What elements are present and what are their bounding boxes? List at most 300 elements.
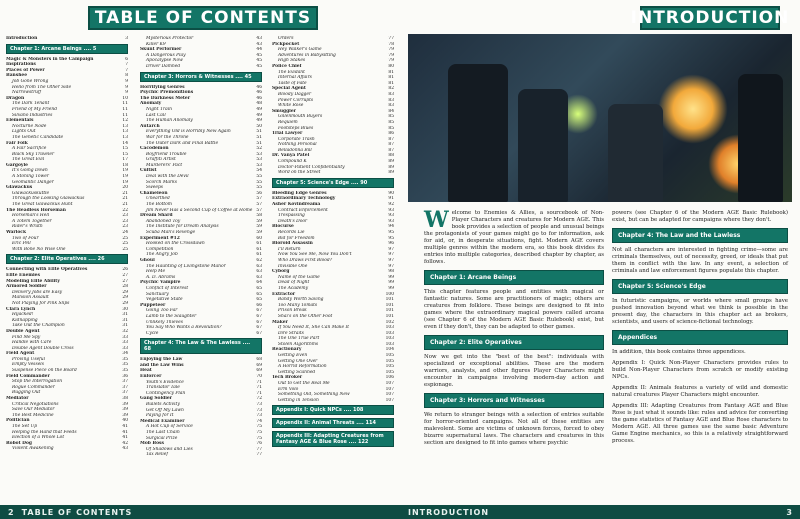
toc-entry-page: 87	[388, 147, 394, 153]
toc-entry-page: 11	[122, 112, 128, 118]
toc-entry-page: 103	[385, 341, 394, 347]
toc-entry-title: Politician	[6, 418, 30, 424]
toc-entry-page: 74	[256, 418, 262, 424]
toc-entry-title: Doctor-Patient Confidentiality	[278, 164, 345, 170]
toc-entry-title: Job Gone Wrong	[12, 78, 49, 84]
toc-entry-title: Tax Relief	[146, 452, 169, 458]
chapter-3-text: We return to stranger beings with a selection of entries suitable for horror-oriented campaigns. Not all of these entities are malevolent. Some are victims of unknown forces, forced to obey bizarre supernatural laws. The characters and creatures in this section are designed to fit into games where psychic	[424, 412, 604, 446]
toc-entry-title: White Rose	[278, 103, 304, 109]
toc-entry-page: 19	[122, 174, 128, 180]
toc-entry-page: 23	[122, 213, 128, 219]
toc-entry-title: A. D. Abrams	[146, 274, 176, 280]
toc-entry-page: 93	[388, 213, 394, 219]
toc-entry-title: Through the Looking Glawackus	[12, 196, 85, 202]
toc-entry-title: Adventures in Babysitting	[278, 52, 336, 58]
toc-entry-page: 37	[122, 384, 128, 390]
toc-entry-page: 60	[256, 235, 262, 241]
toc-entry-title: Conflict of Interest	[146, 285, 189, 291]
toc-entry-title: Hijacked!	[12, 312, 34, 318]
toc-entry-title: Anomaly	[140, 101, 162, 107]
toc-entry-page: 97	[388, 263, 394, 269]
toc-entry-title: Mob Boss	[140, 441, 164, 447]
toc-entry-page: 101	[385, 297, 394, 303]
toc-entry-title: Lights Out	[12, 129, 36, 135]
toc-entry-page: 75	[256, 424, 262, 430]
toc-entry-page: 56	[256, 190, 262, 196]
toc-entry-title: Power Corrupts	[278, 97, 314, 103]
toc-entry-title: Competition	[146, 246, 174, 252]
toc-entry-page: 99	[388, 285, 394, 291]
toc-entry-title: Taste of Fate	[278, 80, 307, 86]
toc-entry-page: 45	[256, 52, 262, 58]
toc-entry-page: 63	[256, 263, 262, 269]
toc-entry-title: Word on the Street	[278, 170, 321, 176]
toc-entry-page: 30	[122, 306, 128, 312]
toc-entry-title: Fair Folk	[6, 140, 28, 146]
left-footer	[0, 505, 400, 519]
toc-entry-page: 25	[122, 246, 128, 252]
toc-entry-title: Gillenmouth Buyers	[278, 114, 323, 120]
cover-illustration	[408, 34, 792, 202]
toc-entry-page: 17	[122, 157, 128, 163]
toc-entry-page: 64	[256, 280, 262, 286]
toc-entry	[140, 452, 262, 458]
toc-entry-page: 85	[388, 125, 394, 131]
toc-entry-page: 39	[122, 407, 128, 413]
toc-entry-page: 57	[256, 196, 262, 202]
toc-entry-page: 46	[256, 95, 262, 101]
toc-entry-title: Sweeps	[146, 185, 164, 191]
toc-entry-title: Tech Broker	[272, 375, 303, 381]
toc-entry-page: 55	[256, 174, 262, 180]
toc-entry-page: 79	[388, 47, 394, 53]
toc-entry-title: Deal with the Devil	[146, 174, 189, 180]
toc-entry-page: 51	[256, 129, 262, 135]
toc-entry-page: 25	[122, 241, 128, 247]
toc-entry-page: 21	[122, 202, 128, 208]
toc-entry-page: 33	[122, 340, 128, 346]
toc-entry-title: Experiment #12	[140, 235, 180, 241]
toc-entry-page: 80	[388, 63, 394, 69]
toc-entry-page: 100	[385, 291, 394, 297]
toc-entry-title: A Fair Sacrifice	[12, 146, 47, 152]
toc-entry-title: Compound K	[278, 159, 307, 165]
toc-entry-page: 99	[388, 274, 394, 280]
toc-entry-title: Clara Lynch	[6, 306, 36, 312]
toc-entry-title: Cacodemon	[140, 146, 169, 152]
toc-entry-page: 26	[122, 267, 128, 273]
toc-entry-title: A Horrid Reformation	[278, 364, 327, 370]
toc-entry-title: Elementals	[6, 118, 34, 124]
toc-entry-title: Psychic Premonitions	[140, 90, 194, 96]
toc-chapter-heading: Appendix II: Animal Threats .... 114	[272, 418, 394, 428]
chapter-4-text: Not all characters are interested in fighting crime—some are criminals themselves, out of necessity, greed, or ideals that put them in conflict with the law. In any event, a selection of criminals and law enforcement figures populate this chapter.	[612, 247, 788, 274]
toc-entry-title: Double Agent Double Cross	[12, 345, 74, 351]
toc-entry-title: The Set Up	[12, 424, 38, 429]
toc-entry-page: 95	[388, 235, 394, 241]
toc-entry-page: 37	[122, 379, 128, 385]
toc-entry-title: The Evidant	[278, 69, 305, 75]
toc-entry-page: 83	[388, 103, 394, 109]
right-page-number: 3	[786, 507, 792, 517]
toc-entry-title: Proving Useful	[12, 356, 46, 362]
toc-entry-page: 3	[125, 36, 128, 41]
toc-entry-page: 15	[122, 151, 128, 157]
toc-entry-page: 94	[388, 224, 394, 230]
toc-entry-title: Magic & Monsters in the Campaign	[6, 56, 94, 62]
toc-entry-page: 21	[122, 190, 128, 196]
toc-chapter-heading: Chapter 4: The Law & The Lawless .... 68	[140, 338, 262, 354]
toc-entry-title: Bleeding Edge Genres	[272, 190, 327, 196]
toc-entry-page: 89	[388, 164, 394, 170]
toc-entry-page: 45	[256, 58, 262, 64]
toc-entry-page: 78	[388, 41, 394, 47]
toc-entry-title: Take Out the Champion	[12, 323, 65, 329]
toc-entry-page: 52	[256, 146, 262, 152]
toc-entry-title: The Haunting of Livingstone Manor	[146, 263, 226, 269]
toc-entry-title: Mediator	[6, 396, 29, 402]
intro-paragraph: elcome to Enemies & Allies, a sourcebook of Non-Player Characters and creatures for Modern AGE. This book provides a selection of people and unusual beings the protagonists of your games might go to for information, ask for aid, or, in desperate situations, fight. Modern AGE covers multiple genres within the modern era, so this book divides its entries into multiple categories, described chapter by chapter, as follows.	[424, 210, 604, 265]
toc-entry-title: The Bottom	[146, 202, 172, 208]
toc-entry-page: 73	[256, 413, 262, 419]
toc-entry-page: 41	[122, 435, 128, 441]
toc-entry-page: 13	[122, 129, 128, 135]
toc-entry-title: Trial Lawyer	[272, 131, 303, 137]
toc-entry-page: 69	[256, 368, 262, 374]
toc-entry-page: 101	[385, 308, 394, 314]
toc-entry-title: Getting Even	[278, 353, 308, 359]
toc-entry-page: 27	[122, 272, 128, 278]
toc-entry-page: 103	[385, 325, 394, 331]
toc-entry-page: 61	[256, 241, 262, 247]
toc-entry-page: 75	[256, 435, 262, 441]
toc-entry-title: Field Commander	[6, 373, 50, 379]
toc-chapter-heading: Chapter 3: Horrors & Witnesses .... 45	[140, 72, 262, 82]
toc-entry-title: Requiem	[278, 119, 298, 125]
chapter-2-heading: Chapter 2: Elite Operatives	[424, 335, 604, 350]
toc-entry-title: Scuba Man's Revenge	[146, 230, 196, 235]
toc-entry-page: 75	[256, 430, 262, 435]
toc-entry-page: 21	[122, 196, 128, 202]
toc-entry-title: Trespassing	[278, 213, 305, 219]
toc-entry-page: 67	[256, 313, 262, 319]
toc-entry-title: Bioroid Assassin	[272, 241, 313, 247]
toc-entry-title: Narrowstruff	[12, 90, 42, 96]
toc-column-3	[272, 36, 394, 450]
toc-entry-page: 41	[122, 429, 128, 435]
toc-entry-page: 101	[385, 302, 394, 308]
toc-entry-title: Shai's on the Other Foot	[278, 313, 333, 319]
toc-entry	[6, 36, 128, 42]
toc-entry-title: Silvano Industries	[12, 112, 53, 118]
toc-entry-page: 93	[388, 207, 394, 213]
toc-entry-page: 85	[388, 119, 394, 125]
toc-entry-page: 99	[388, 280, 394, 286]
toc-entry-title: Night Train	[146, 106, 172, 112]
toc-entry-title: Paying for It	[146, 413, 174, 419]
toc-entry-page: 62	[256, 257, 262, 263]
toc-entry-title: Boyfriend Trouble	[146, 151, 187, 157]
toc-entry-page: 11	[122, 106, 128, 112]
toc-entry-title: Chameleon	[140, 190, 168, 196]
toc-entry-title: Contingency Plan	[146, 390, 186, 396]
toc-entry-title: Dead of Night	[278, 280, 310, 286]
toc-entry-title: Surgical Prize	[146, 435, 178, 441]
toc-entry-page: 57	[256, 202, 262, 208]
toc-column-1	[6, 36, 128, 452]
toc-entry-page: 90	[388, 190, 394, 196]
toc-entry-page: 92	[388, 202, 394, 208]
toc-entry-title: Eric Pell	[12, 241, 31, 247]
left-page-number: 2	[8, 507, 14, 517]
chapter-5-heading: Chapter 5: Science's Edge	[612, 279, 788, 294]
toc-entry-title: Empty Vessels	[12, 362, 44, 368]
toc-entry-page: 31	[122, 312, 128, 318]
toc-entry-title: Help Me	[146, 269, 166, 275]
toc-entry-page: 29	[122, 300, 128, 306]
toc-entry-page: 46	[256, 84, 262, 90]
toc-entry-title: Unlikely Thieves	[146, 319, 183, 325]
toc-entry-title: Extractor	[272, 291, 296, 297]
toc-entry-page: 38	[122, 396, 128, 402]
toc-entry-page: 105	[385, 369, 394, 375]
toc-entry-title: Police Chief	[272, 63, 302, 69]
toc-entry-page: 65	[256, 297, 262, 303]
toc-entry-title: Ghoul	[140, 257, 155, 263]
toc-entry-title: Kidnapping	[12, 317, 38, 323]
toc-entry-page: 32	[122, 328, 128, 334]
toc-entry-page: 45	[256, 63, 262, 69]
toc-entry-page: 51	[256, 140, 262, 146]
appendices-intro: In addition, this book contains three appendices.	[612, 349, 746, 355]
appendix-2-text: Appendix II: Animals features a variety of wild and domestic natural creatures Player Characters might encounter.	[612, 385, 788, 398]
toc-entry-page: 29	[122, 289, 128, 295]
toc-entry-page: 68	[256, 357, 262, 363]
toc-entry-title: The Institute for Dream Analysis	[146, 224, 219, 230]
toc-entry-page: 106	[385, 375, 394, 381]
toc-entry-page: 61	[256, 246, 262, 252]
toc-entry-title: Special Agent	[272, 86, 306, 92]
toc-entry-page: 87	[388, 136, 394, 142]
toc-entry-page: 69	[256, 362, 262, 368]
toc-entry-title: Going Too Far	[146, 308, 178, 314]
toc-entry-page: 40	[122, 418, 128, 424]
toc-entry-title: Armored Soldier	[6, 284, 47, 290]
toc-entry-title: Elite Enemies	[6, 272, 40, 278]
toc-entry-title: Places of Power	[6, 67, 45, 73]
toc-entry-page: 73	[256, 407, 262, 413]
toc-entry-title: Dragon	[6, 95, 25, 101]
toc-entry-page: 61	[256, 252, 262, 258]
toc-entry-page: 42	[122, 440, 128, 446]
toc-entry-title: Scorch Marks	[146, 179, 178, 185]
toc-entry-page: 46	[256, 90, 262, 96]
toc-entry-page: 44	[256, 47, 262, 53]
toc-entry-title: Cultist	[140, 168, 157, 174]
toc-entry-title: Modeling Elite Ability	[6, 278, 60, 284]
toc-entry-page: 105	[385, 364, 394, 370]
toc-entry-title: Killer K9	[146, 41, 166, 47]
toc-entry-title: Helping the Hand that Feeds	[12, 429, 77, 435]
toc-entry-page: 77	[388, 36, 394, 41]
toc-entry-title: The Genetic Candidate	[12, 134, 64, 140]
toc-entry-title: It's Going Down	[12, 168, 48, 174]
toc-entry-title: Geomantic Danger	[12, 179, 54, 185]
toc-entry	[272, 170, 394, 176]
toc-entry-title: Maker	[272, 319, 288, 325]
toc-entry-page: 103	[385, 330, 394, 336]
toc-entry-page: 34	[122, 351, 128, 357]
toc-entry-title: Stolen Algorithms	[278, 341, 319, 347]
intro-column-1	[424, 207, 604, 451]
chapter-5-text: In futuristic campaigns, or worlds where small groups have pushed innovation beyond what we think is possible in the present day, the characters in this chapter act as brokers, scientists, and users of science-fictional technology.	[612, 298, 788, 325]
toc-entry-title: Black Sky Traveler	[12, 151, 55, 157]
toc-entry-title: Two of Four	[12, 235, 39, 241]
toc-entry-page: 10	[122, 95, 128, 101]
toc-entry-title: Apocalypse Now	[146, 58, 183, 64]
toc-chapter-heading: Appendix III: Adapting Creatures from Fantasy AGE & Blue Rose .... 122	[272, 431, 394, 447]
toc-entry-title: Bandy Worth Saving	[278, 297, 324, 303]
toc-entry-page: 97	[388, 252, 394, 258]
toc-entry-title: Dr. Vanya Patel	[272, 153, 310, 159]
toc-entry-title: Glawackuskuttle	[12, 190, 50, 196]
toc-entry-page: 33	[122, 345, 128, 351]
toc-entry-page: 83	[388, 97, 394, 103]
toc-entry-page: 35	[122, 362, 128, 368]
drop-cap: W	[424, 207, 449, 233]
toc-entry-title: Medical Examiner	[140, 418, 185, 424]
toc-entry	[272, 398, 394, 404]
toc-entry-page: 31	[122, 317, 128, 323]
toc-entry-title: Introduction	[6, 36, 38, 41]
toc-entry-title: Abandoned Toy	[146, 218, 181, 224]
toc-entry-page: 67	[256, 308, 262, 314]
toc-entry-page: 107	[385, 386, 394, 392]
toc-entry-title: Delivery Jobs are Easy	[12, 289, 63, 295]
toc-entry-title: Robot Dog	[6, 440, 32, 446]
toc-entry-page: 11	[122, 101, 128, 107]
toc-entry-title: If You Need It, She Can Make It	[278, 325, 349, 331]
toc-entry-page: 14	[122, 140, 128, 146]
toc-entry-title: A Dangerous Play	[146, 52, 186, 58]
toc-entry-page: 43	[122, 446, 128, 452]
toc-entry-page: 49	[256, 106, 262, 112]
toc-entry-page: 88	[388, 153, 394, 159]
toc-entry-page: 7	[125, 62, 128, 68]
toc-entry-title: Everything Old is Horribly New Again	[146, 129, 231, 135]
toc-entry-page: 105	[385, 358, 394, 364]
toc-entry-title: Out to Get the Real Me	[278, 381, 330, 387]
toc-entry-page: 13	[122, 134, 128, 140]
toc-entry-title: Who Draws First Blood?	[278, 257, 333, 263]
toc-entry-page: 15	[122, 146, 128, 152]
toc-entry-page: 63	[256, 274, 262, 280]
toc-entry-page: 81	[388, 69, 394, 75]
toc-entry-title: Find Me Spy	[12, 334, 41, 340]
toc-entry-page: 63	[256, 269, 262, 275]
toc-entry-page: 8	[125, 73, 128, 79]
toc-entry-title: A Totem Together	[12, 218, 52, 224]
toc-entry-page: 77	[256, 452, 262, 458]
toc-entry-title: Reactionary	[272, 347, 302, 353]
toc-entry-title: Bullets Activity	[146, 402, 180, 408]
right-footer	[400, 505, 800, 519]
toc-entry-page: 86	[388, 131, 394, 137]
toc-entry-title: Horseman's Hell	[12, 213, 50, 219]
toc-entry-title: Enjoying the Law	[140, 357, 183, 363]
toc-entry-page: 79	[388, 58, 394, 64]
toc-entry-page: 7	[125, 67, 128, 73]
toc-entry-page: 39	[122, 401, 128, 407]
toc-entry-title: The Darkness Meter	[140, 95, 191, 101]
toc-entry-title: Driver Damned	[146, 63, 181, 69]
toc-entry-title: Internal Affairs	[278, 75, 312, 81]
toc-entry-page: 13	[122, 123, 128, 129]
toc-entry-title: You Say Who Wants a Revolution?	[146, 325, 222, 331]
toc-entry-title: Bloody Dagger	[278, 91, 312, 97]
toc-entry-page: 22	[122, 207, 128, 213]
toc-entry-title: Get Off My Lawn	[146, 407, 184, 413]
toc-entry-page: 55	[256, 185, 262, 191]
toc-entry-page: 84	[388, 108, 394, 114]
toc-entry-title: Not Playing for Pink Slips	[12, 300, 70, 306]
toc-entry-title: I'll Return	[278, 246, 301, 252]
toc-entry-page: 54	[256, 168, 262, 174]
toc-entry-page: 53	[256, 162, 262, 168]
toc-entry-page: 83	[388, 91, 394, 97]
toc-chapter-heading: Chapter 1: Arcane Beings .... 5	[6, 44, 128, 54]
toc-entry-page: 65	[256, 291, 262, 297]
toc-entry-page: 73	[256, 402, 262, 408]
toc-entry-page: 71	[256, 390, 262, 396]
toc-entry-page: 81	[388, 75, 394, 81]
toc-entry-title: The Outer Dark and Final Battle	[146, 140, 219, 146]
toc-entry-title: Puppeteer	[140, 302, 166, 308]
toc-entry-page: 28	[122, 284, 128, 290]
toc-entry-title: The Human Anomaly	[146, 118, 193, 124]
toc-entry-page: 9	[125, 78, 128, 84]
toc-entry-page: 89	[388, 159, 394, 165]
toc-chapter-heading: Appendix I: Quick NPCs .... 108	[272, 405, 394, 415]
appendix-1-text: Appendix I: Quick Non-Player Characters provides rules to build Non-Player Characters from scratch or modify existing NPCs.	[612, 360, 788, 380]
toc-entry-title: Biocurse	[272, 224, 294, 230]
left-footer-title: TABLE OF CONTENTS	[21, 507, 133, 517]
right-page	[400, 0, 800, 519]
toc-entry-page: 19	[122, 179, 128, 185]
toc-entry-title: The Great Evil	[12, 157, 45, 163]
appendices-heading: Appendices	[612, 330, 788, 345]
toc-entry-page: 31	[122, 323, 128, 329]
toc-entry-page: 77	[256, 446, 262, 452]
toc-entry-page: 66	[256, 302, 262, 308]
toc-entry-title: The One True Part	[278, 336, 320, 342]
toc-entry-title: Death's Door	[278, 218, 308, 224]
toc-entry-page: 97	[388, 246, 394, 252]
toc-entry-page: 59	[256, 218, 262, 224]
toc-entry-title: Getting Scanned	[278, 369, 316, 375]
toc-entry-title: Cycle	[146, 330, 159, 336]
toc-entry-page: 59	[256, 230, 262, 235]
toc-entry-title: Records Lie	[278, 230, 305, 235]
toc-entry-page: 35	[122, 368, 128, 374]
toc-entry-title: Graffiti Artist	[146, 157, 176, 163]
toc-entry-page: 102	[385, 319, 394, 325]
toc-entry-page: 37	[122, 390, 128, 396]
toc-entry-page: 107	[385, 381, 394, 387]
toc-entry-page: 27	[122, 278, 128, 284]
chapter-4-heading: Chapter 4: The Law and the Lawless	[612, 228, 788, 243]
toc-entry	[6, 247, 128, 253]
